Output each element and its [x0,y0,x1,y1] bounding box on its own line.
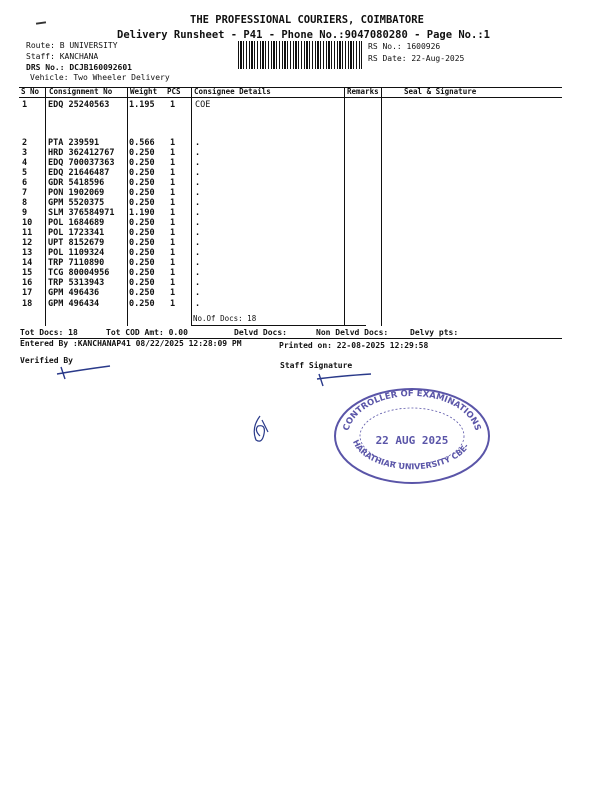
row-2-consignment: PTA 239591 [48,138,100,148]
row-14-weight: 0.250 [129,258,155,268]
row-11-consignment: POL 1723341 [48,228,105,238]
verified-by: Verified By [20,356,73,365]
route-text: Route: B UNIVERSITY [26,41,118,50]
header-consignment: Consignment No [49,87,113,96]
row-2-weight: 0.566 [129,138,155,148]
staff-signature: Staff Signature [280,361,353,370]
row-5-pcs: 1 [170,168,176,178]
row-1-weight: 1.195 [129,100,155,110]
row-7-weight: 0.250 [129,188,155,198]
row-2-sno: 2 [22,138,28,148]
row-6-sno: 6 [22,178,28,188]
row-18-pcs: 1 [170,299,176,309]
row-4-sno: 4 [22,158,28,168]
row-2-consignee: . [195,138,201,148]
row-8-sno: 8 [22,198,28,208]
header-sno: S No [21,87,40,96]
no-of-docs: No.Of Docs: 18 [193,314,257,323]
row-8-pcs: 1 [170,198,176,208]
table-bottom-line [191,325,366,326]
row-7-pcs: 1 [170,188,176,198]
row-16-consignee: . [195,278,201,288]
row-5-consignment: EDQ 21646487 [48,168,110,178]
row-1-consignment: EDQ 25240563 [48,100,110,110]
row-6-pcs: 1 [170,178,176,188]
row-17-pcs: 1 [170,288,176,298]
consignment-table [19,87,562,326]
barcode [238,41,362,69]
row-16-consignment: TRP 5313943 [48,278,105,288]
row-13-consignment: POL 1109324 [48,248,105,258]
col-line-5 [381,87,382,326]
row-7-consignment: PON 1902069 [48,188,105,198]
row-11-sno: 11 [22,228,33,238]
col-line-3 [191,87,192,326]
row-3-consignment: HRD 362412767 [48,148,115,158]
row-1-pcs: 1 [170,100,176,110]
row-3-weight: 0.250 [129,148,155,158]
row-10-pcs: 1 [170,218,176,228]
row-7-consignee: . [195,188,201,198]
row-11-pcs: 1 [170,228,176,238]
printed-on: Printed on: 22-08-2025 12:29:58 [279,341,429,350]
header-remarks: Remarks [347,87,379,96]
header-consignee: Consignee Details [194,87,271,96]
vehicle-text: Vehicle: Two Wheeler Delivery [30,73,170,82]
row-3-sno: 3 [22,148,28,158]
table-header-line [19,97,562,98]
row-18-weight: 0.250 [129,299,155,309]
row-11-weight: 0.250 [129,228,155,238]
row-15-sno: 15 [22,268,33,278]
university-stamp [332,384,492,484]
company-name: THE PROFESSIONAL COURIERS, COIMBATORE [190,14,424,26]
row-16-pcs: 1 [170,278,176,288]
row-9-consignee: . [195,208,201,218]
tot-docs: Tot Docs: 18 [20,328,78,337]
row-10-sno: 10 [22,218,33,228]
row-10-consignment: POL 1684689 [48,218,105,228]
row-14-sno: 14 [22,258,33,268]
row-9-weight: 1.190 [129,208,155,218]
row-12-pcs: 1 [170,238,176,248]
row-14-pcs: 1 [170,258,176,268]
row-13-sno: 13 [22,248,33,258]
row-5-weight: 0.250 [129,168,155,178]
row-18-consignee: . [195,299,201,309]
staff-text: Staff: KANCHANA [26,52,99,61]
row-6-weight: 0.250 [129,178,155,188]
row-6-consignee: . [195,178,201,188]
row-14-consignee: . [195,258,201,268]
row-15-pcs: 1 [170,268,176,278]
row-11-consignee: . [195,228,201,238]
runsheet-title: Delivery Runsheet - P41 - Phone No.:9047080280 - Page No.:1 [117,29,490,41]
stamp-text-top: CONTROLLER OF EXAMINATIONS [341,388,483,433]
delvy-pts: Delvy pts: [410,328,459,337]
col-line-4 [344,87,345,326]
row-4-consignee: . [195,158,201,168]
delvd-docs: Delvd Docs: [234,328,287,337]
row-9-pcs: 1 [170,208,176,218]
row-5-consignee: . [195,168,201,178]
entered-by: Entered By :KANCHANAP41 08/22/2025 12:28:09 PM [20,339,242,348]
row-16-sno: 16 [22,278,33,288]
row-15-consignee: . [195,268,201,278]
row-2-pcs: 1 [170,138,176,148]
row-12-sno: 12 [22,238,33,248]
rs-no-text: RS No.: 1600926 [368,42,441,51]
row-17-weight: 0.250 [129,288,155,298]
row-12-consignment: UPT 8152679 [48,238,105,248]
row-18-sno: 18 [22,299,33,309]
row-8-weight: 0.250 [129,198,155,208]
row-8-consignment: GPM 5520375 [48,198,105,208]
header-pcs: PCS [167,87,181,96]
verified-signature [55,362,115,384]
row-10-weight: 0.250 [129,218,155,228]
row-4-consignment: EDQ 700037363 [48,158,115,168]
row-10-consignee: . [195,218,201,228]
row-8-consignee: . [195,198,201,208]
row-1-consignee: COE [195,100,211,110]
non-delvd-docs: Non Delvd Docs: [316,328,389,337]
row-18-consignment: GPM 496434 [48,299,100,309]
row-14-consignment: TRP 7110890 [48,258,105,268]
rs-date-text: RS Date: 22-Aug-2025 [368,54,465,63]
row-7-sno: 7 [22,188,28,198]
row-9-consignment: SLM 376584971 [48,208,115,218]
row-16-weight: 0.250 [129,278,155,288]
row-13-pcs: 1 [170,248,176,258]
row-3-pcs: 1 [170,148,176,158]
row-15-weight: 0.250 [129,268,155,278]
row-17-consignee: . [195,288,201,298]
row-12-consignee: . [195,238,201,248]
corner-mark [36,21,46,24]
header-weight: Weight [130,87,158,96]
row-6-consignment: GDR 5418596 [48,178,105,188]
row-17-consignment: GPM 496436 [48,288,100,298]
row-1-sno: 1 [22,100,28,110]
initials-signature [248,414,272,446]
header-seal: Seal & Signature [404,87,477,96]
row-12-weight: 0.250 [129,238,155,248]
row-17-sno: 17 [22,288,33,298]
stamp-date: 22 AUG 2025 [375,434,449,447]
row-9-sno: 9 [22,208,28,218]
row-3-consignee: . [195,148,201,158]
row-13-weight: 0.250 [129,248,155,258]
drs-no-text: DRS No.: DCJB160092601 [26,63,132,72]
row-13-consignee: . [195,248,201,258]
row-5-sno: 5 [22,168,28,178]
tot-cod-amt: Tot COD Amt: 0.00 [106,328,188,337]
col-line-2 [127,87,128,326]
row-4-pcs: 1 [170,158,176,168]
row-4-weight: 0.250 [129,158,155,168]
stamp-text-bottom: HARATHIAR UNIVERSITY CBE- [350,438,471,472]
row-15-consignment: TCG 80004956 [48,268,110,278]
col-line-1 [45,87,46,326]
